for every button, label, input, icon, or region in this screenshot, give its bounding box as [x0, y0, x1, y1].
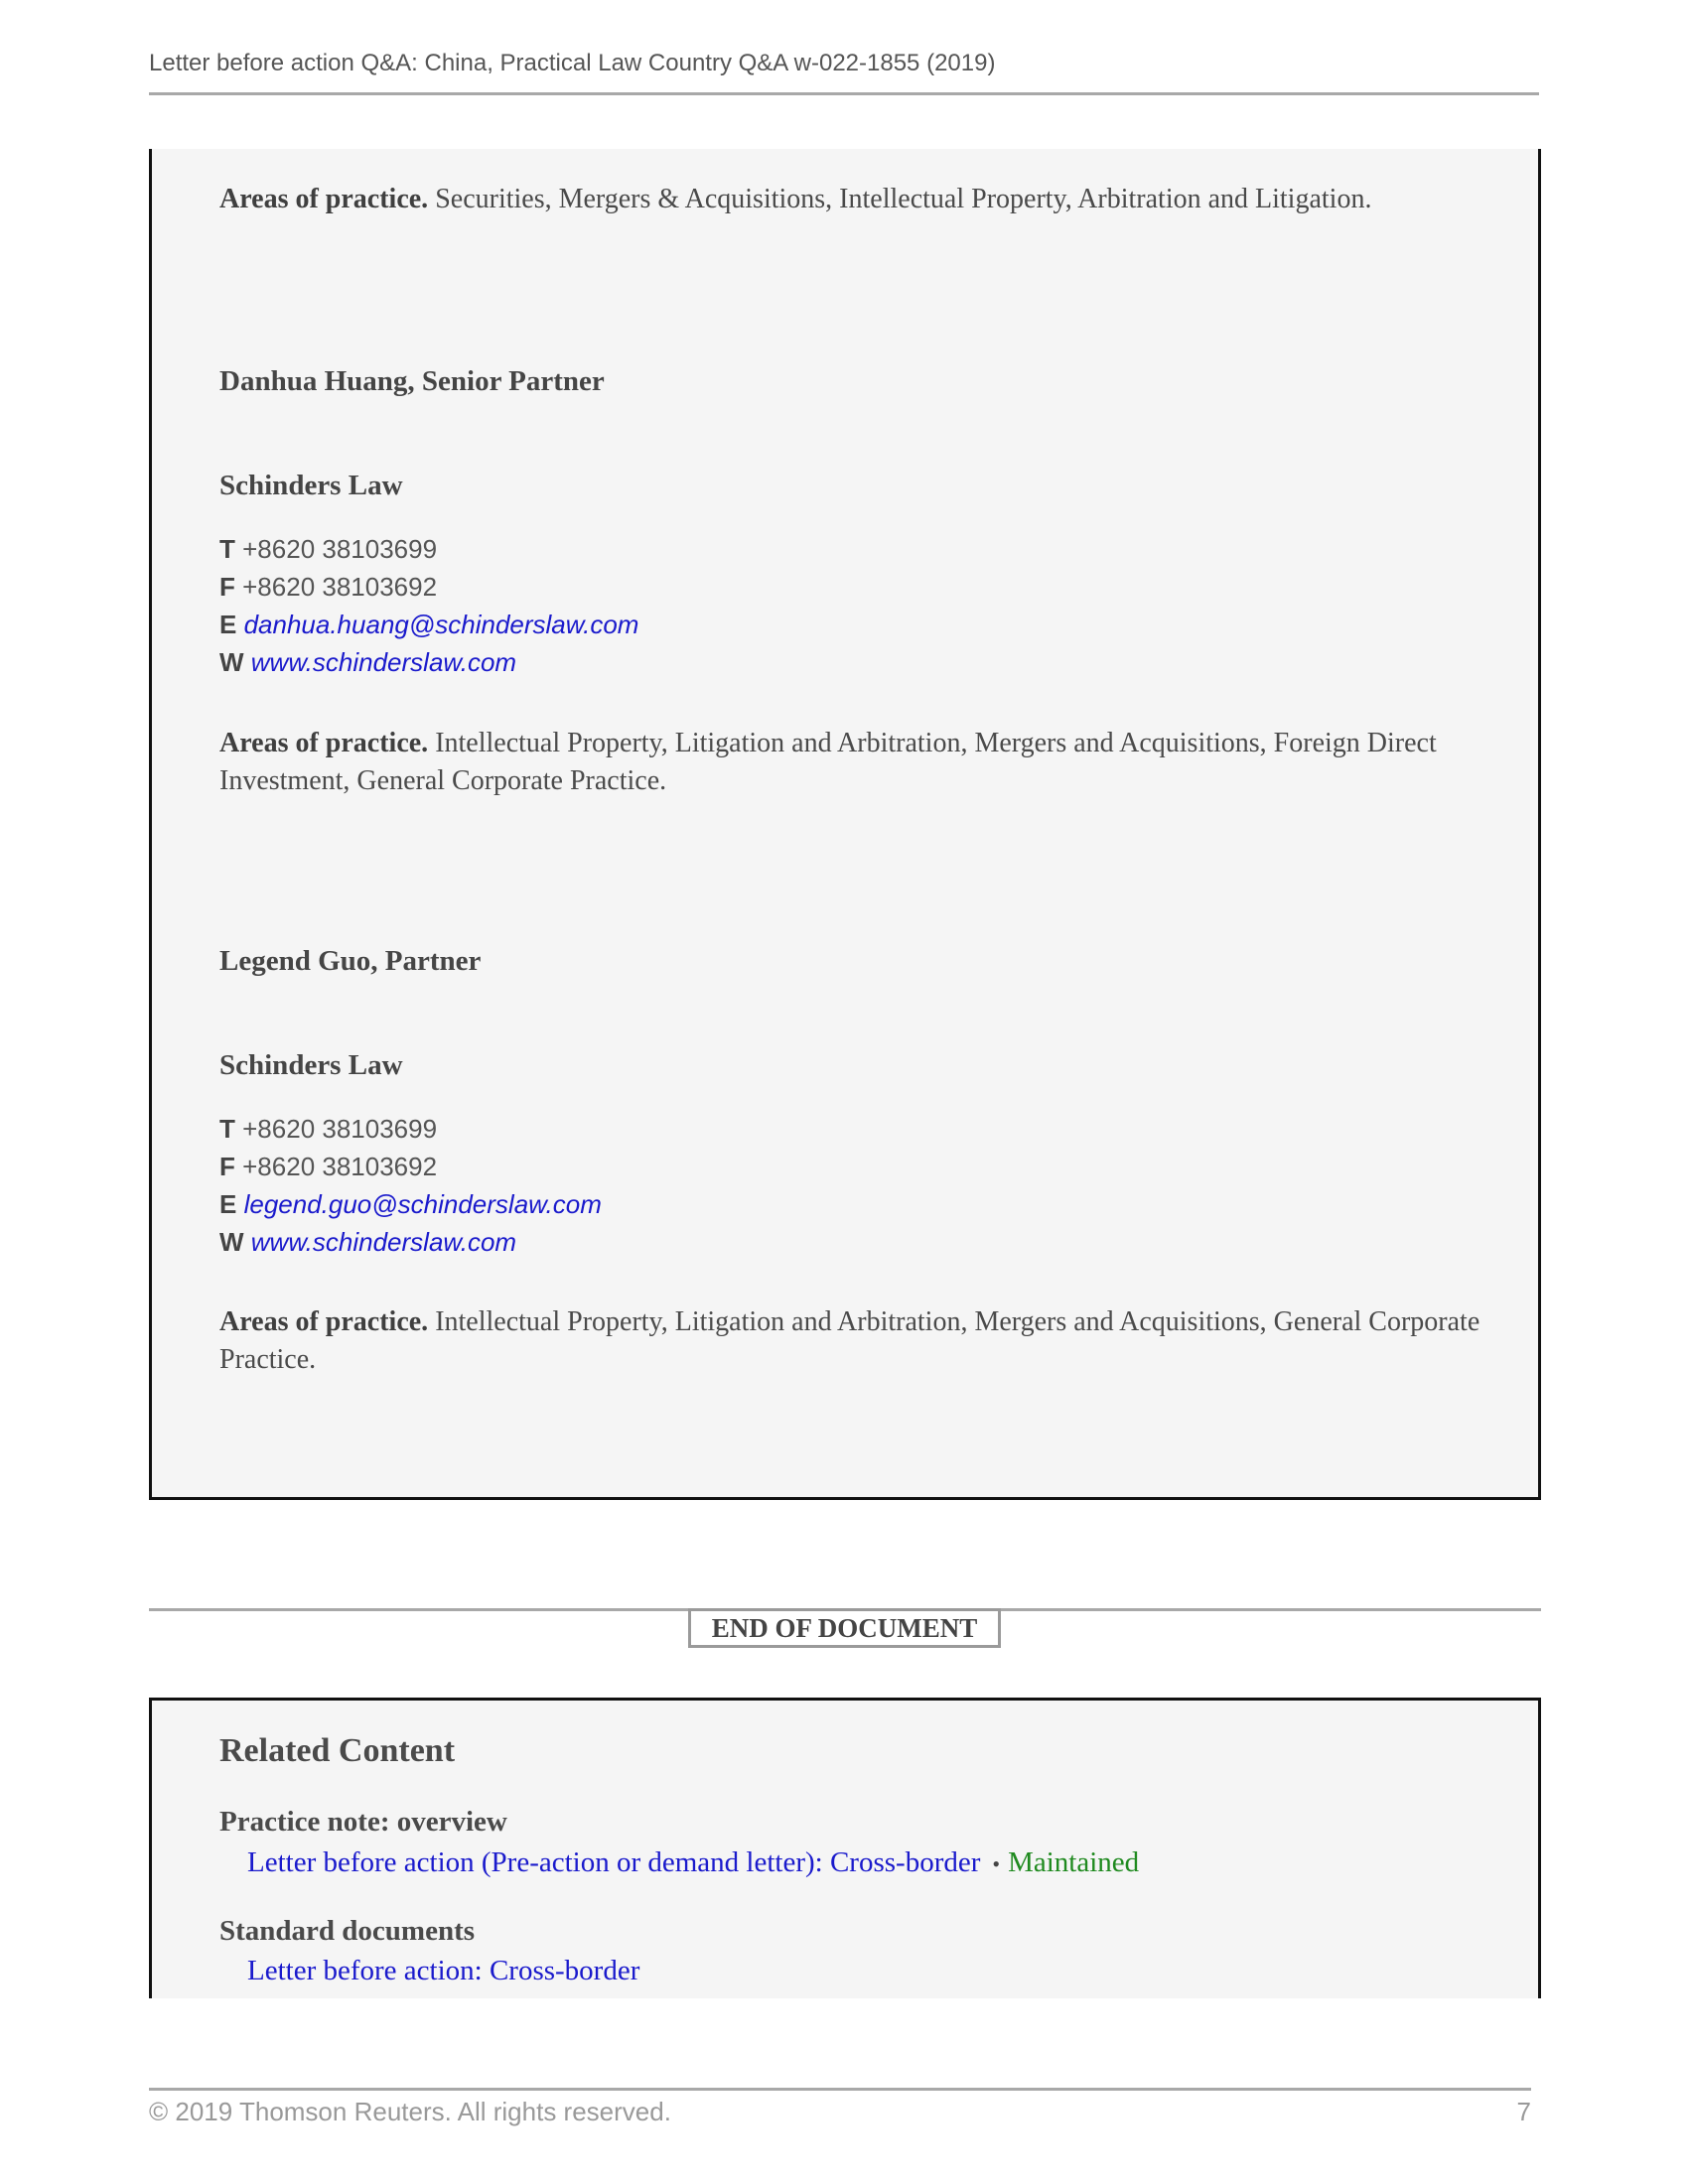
bullet-separator: • — [992, 1851, 1001, 1876]
web-row — [219, 1223, 602, 1261]
header-divider — [149, 92, 1539, 95]
areas-of-practice — [219, 1303, 1480, 1379]
areas-label: Areas of practice. — [219, 728, 429, 758]
phone-number: +8620 38103699 — [242, 534, 438, 564]
areas-label: Areas of practice. — [219, 1306, 429, 1337]
contributor-firm: Schinders Law — [219, 1049, 403, 1081]
fax-label: F — [219, 1152, 235, 1181]
email-link[interactable]: danhua.huang@schinderslaw.com — [243, 610, 639, 639]
related-link-item — [247, 1955, 639, 1987]
email-row — [219, 606, 638, 643]
related-link[interactable]: Letter before action (Pre-action or demand letter): Cross-border — [247, 1846, 981, 1878]
maintained-status: Maintained — [1008, 1846, 1140, 1878]
related-section-heading: Practice note: overview — [219, 1806, 507, 1838]
fax-number: +8620 38103692 — [242, 572, 438, 602]
contributor-name: Danhua Huang, Senior Partner — [219, 365, 605, 397]
related-link-item — [247, 1846, 1139, 1879]
fax-row — [219, 1148, 602, 1185]
email-link[interactable]: legend.guo@schinderslaw.com — [243, 1189, 602, 1219]
phone-label: T — [219, 1114, 235, 1144]
fax-row — [219, 568, 638, 606]
phone-row — [219, 530, 638, 568]
phone-label: T — [219, 534, 235, 564]
contributor-firm: Schinders Law — [219, 470, 403, 501]
related-link[interactable]: Letter before action: Cross-border — [247, 1955, 640, 1986]
copyright-notice: © 2019 Thomson Reuters. All rights reserved. — [149, 2097, 671, 2126]
phone-number: +8620 38103699 — [242, 1114, 438, 1144]
related-section-heading: Standard documents — [219, 1915, 476, 1947]
email-label: E — [219, 1189, 237, 1219]
email-row — [219, 1185, 602, 1223]
phone-row — [219, 1110, 602, 1148]
contributor-profiles-box — [149, 149, 1541, 1500]
end-of-document-label: END OF DOCUMENT — [688, 1608, 1001, 1648]
related-content-box — [149, 1698, 1541, 1998]
areas-of-practice-previous — [219, 181, 1480, 218]
areas-of-practice — [219, 725, 1480, 800]
contributor-name: Legend Guo, Partner — [219, 945, 482, 977]
running-header: Letter before action Q&A: China, Practical Law Country Q&A w-022-1855 (2019) — [149, 50, 996, 76]
email-label: E — [219, 610, 237, 639]
related-content-title: Related Content — [219, 1732, 456, 1769]
website-link[interactable]: www.schinderslaw.com — [250, 647, 517, 677]
footer-divider — [149, 2088, 1531, 2091]
areas-label: Areas of practice. — [219, 184, 429, 214]
web-row — [219, 643, 638, 681]
contact-details — [219, 530, 638, 681]
areas-text: Intellectual Property, Litigation and Arbitration, Mergers and Acquisitions, Foreign Direct Investment, General Corporate Practice. — [219, 728, 1437, 796]
web-label: W — [219, 1227, 244, 1257]
website-link[interactable]: www.schinderslaw.com — [250, 1227, 517, 1257]
page-number: 7 — [1516, 2097, 1531, 2126]
areas-text: Securities, Mergers & Acquisitions, Intellectual Property, Arbitration and Litigation. — [435, 184, 1372, 214]
contact-details — [219, 1110, 602, 1261]
areas-text: Intellectual Property, Litigation and Arbitration, Mergers and Acquisitions, General Corporate Practice. — [219, 1306, 1480, 1375]
fax-number: +8620 38103692 — [242, 1152, 438, 1181]
fax-label: F — [219, 572, 235, 602]
web-label: W — [219, 647, 244, 677]
